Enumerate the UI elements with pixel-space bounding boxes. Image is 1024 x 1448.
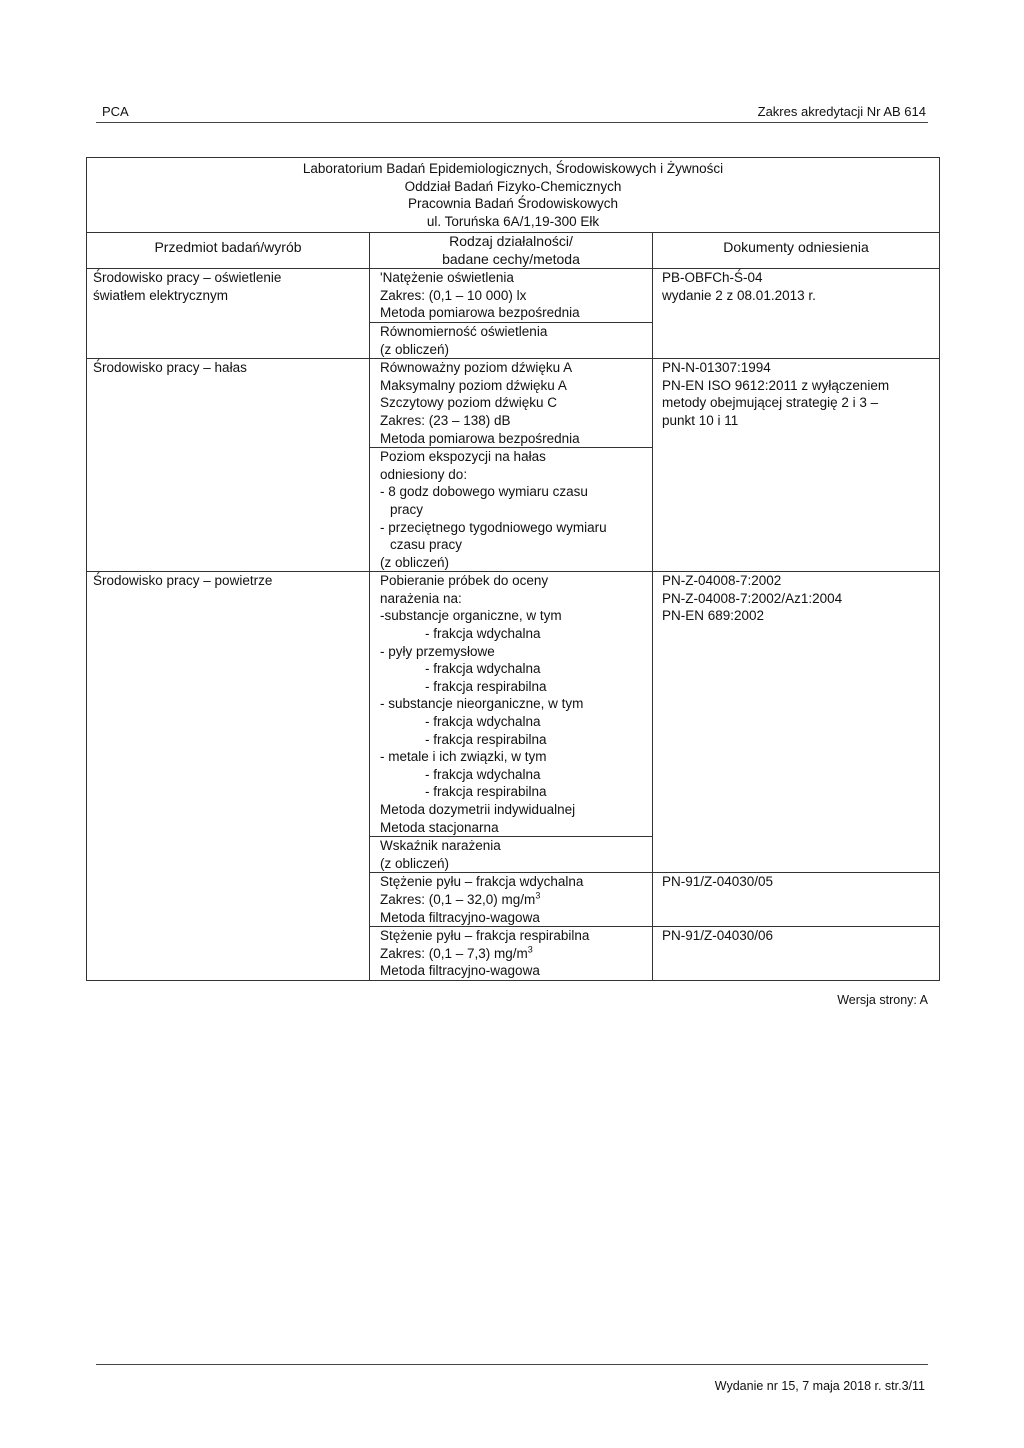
docs-air <box>653 572 940 873</box>
header-divider <box>96 122 928 123</box>
doc-line: wydanie 2 z 08.01.2013 r. <box>662 287 816 303</box>
desc-line: Metoda stacjonarna <box>380 819 499 835</box>
desc-line: Poziom ekspozycji na hałas <box>380 449 546 465</box>
desc-line: Metoda filtracyjno-wagowa <box>380 909 540 925</box>
docs-dust-inhalable: PN-91/Z-04030/05 <box>653 873 940 927</box>
page-version: Wersja strony: A <box>837 993 928 1007</box>
lab-info <box>87 158 940 233</box>
desc-lighting-uniformity <box>370 322 653 358</box>
desc-line: - 8 godz dobowego wymiaru czasu <box>380 484 588 500</box>
desc-line: - metale i ich związki, w tym <box>380 749 547 765</box>
subject-noise: Środowisko pracy – hałas <box>87 359 370 572</box>
doc-line: metody obejmującej strategię 2 i 3 – <box>662 395 879 411</box>
docs-dust-respirable: PN-91/Z-04030/06 <box>653 927 940 981</box>
desc-line: 'Natężenie oświetlenia <box>380 270 514 286</box>
header-left: PCA <box>102 104 129 119</box>
desc-line: - przeciętnego tygodniowego wymiaru <box>380 519 607 535</box>
desc-air-indicator <box>370 837 653 873</box>
col-header-documents: Dokumenty odniesienia <box>653 233 940 269</box>
desc-line: Pobieranie próbek do oceny <box>380 573 549 589</box>
desc-line: Metoda pomiarowa bezpośrednia <box>380 430 580 446</box>
superscript: 3 <box>527 944 533 955</box>
doc-line: PN-EN ISO 9612:2011 z wyłączeniem <box>662 377 890 393</box>
desc-line: czasu pracy <box>390 537 463 553</box>
doc-line: PN-Z-04008-7:2002/Az1:2004 <box>662 590 843 606</box>
desc-line: - frakcja wdychalna <box>425 714 541 730</box>
desc-line: Równoważny poziom dźwięku A <box>380 360 573 376</box>
doc-line: PN-EN 689:2002 <box>662 608 765 624</box>
desc-line: Metoda filtracyjno-wagowa <box>380 963 540 979</box>
desc-line: - frakcja respirabilna <box>425 731 547 747</box>
desc-noise-exposure <box>370 448 653 572</box>
desc-line <box>380 891 652 909</box>
subject-air: Środowisko pracy – powietrze <box>87 572 370 981</box>
desc-line: odniesiony do: <box>380 466 468 482</box>
desc-line: -substancje organiczne, w tym <box>380 608 562 624</box>
docs-noise <box>653 359 940 572</box>
lab-address: ul. Toruńska 6A/1,19-300 Ełk <box>426 213 600 229</box>
desc-line: narażenia na: <box>380 590 462 606</box>
table-row-noise-a <box>87 359 940 448</box>
desc-line: Zakres: (0,1 – 10 000) lx <box>380 287 527 303</box>
desc-line <box>380 945 652 963</box>
desc-line: - frakcja wdychalna <box>425 626 541 642</box>
accreditation-table <box>86 157 940 981</box>
col-header-subject: Przedmiot badań/wyrób <box>87 233 370 269</box>
desc-line: Równomierność oświetlenia <box>380 323 548 339</box>
desc-line: Maksymalny poziom dźwięku A <box>380 377 567 393</box>
footer-divider <box>96 1364 928 1365</box>
desc-line: - substancje nieorganiczne, w tym <box>380 696 584 712</box>
col-header-activity-l1: Rodzaj działalności/ <box>449 233 573 249</box>
footer-edition: Wydanie nr 15, 7 maja 2018 r. str.3/11 <box>714 1379 925 1393</box>
desc-dust-inhalable <box>370 873 653 927</box>
desc-lighting-intensity <box>370 269 653 323</box>
doc-line: punkt 10 i 11 <box>662 412 739 428</box>
desc-line: Stężenie pyłu – frakcja respirabilna <box>380 928 590 944</box>
desc-dust-respirable <box>370 927 653 981</box>
range-text: Zakres: (0,1 – 7,3) mg/m <box>380 945 528 961</box>
desc-line: (z obliczeń) <box>380 855 450 871</box>
col-header-activity <box>370 233 653 269</box>
lab-department: Oddział Badań Fizyko-Chemicznych <box>404 178 622 194</box>
header-right: Zakres akredytacji Nr AB 614 <box>757 104 926 119</box>
subject-lighting <box>87 269 370 359</box>
desc-line: (z obliczeń) <box>380 554 450 570</box>
desc-air-sampling <box>370 572 653 837</box>
desc-noise-levels <box>370 359 653 448</box>
desc-line: - frakcja respirabilna <box>425 678 547 694</box>
lab-section: Pracownia Badań Środowiskowych <box>407 196 619 211</box>
docs-lighting <box>653 269 940 359</box>
column-header-row <box>87 233 940 269</box>
desc-line: Wskaźnik narażenia <box>380 838 501 854</box>
subject-line: światłem elektrycznym <box>93 287 229 303</box>
desc-line: Stężenie pyłu – frakcja wdychalna <box>380 874 584 890</box>
lab-header-row <box>87 158 940 233</box>
desc-line: Zakres: (23 – 138) dB <box>380 412 511 428</box>
desc-line: (z obliczeń) <box>380 341 450 357</box>
desc-line: pracy <box>390 501 424 517</box>
desc-line: Szczytowy poziom dźwięku C <box>380 395 558 411</box>
desc-line: Metoda pomiarowa bezpośrednia <box>380 305 580 321</box>
doc-line: PB-OBFCh-Ś-04 <box>662 270 763 286</box>
superscript: 3 <box>535 890 541 901</box>
desc-line: - frakcja wdychalna <box>425 661 541 677</box>
desc-line: Metoda dozymetrii indywidualnej <box>380 802 576 817</box>
range-text: Zakres: (0,1 – 32,0) mg/m <box>380 891 536 907</box>
doc-line: PN-Z-04008-7:2002 <box>662 573 782 589</box>
col-header-activity-l2: badane cechy/metoda <box>442 250 580 267</box>
desc-line: - pyły przemysłowe <box>380 643 495 659</box>
lab-name: Laboratorium Badań Epidemiologicznych, Środowiskowych i Żywności <box>302 161 724 176</box>
desc-line: - frakcja wdychalna <box>425 766 541 782</box>
desc-line: - frakcja respirabilna <box>425 784 547 800</box>
table-row-lighting-a <box>87 269 940 323</box>
table-row-air-a <box>87 572 940 837</box>
doc-line: PN-N-01307:1994 <box>662 360 771 376</box>
subject-line: Środowisko pracy – oświetlenie <box>93 270 282 286</box>
